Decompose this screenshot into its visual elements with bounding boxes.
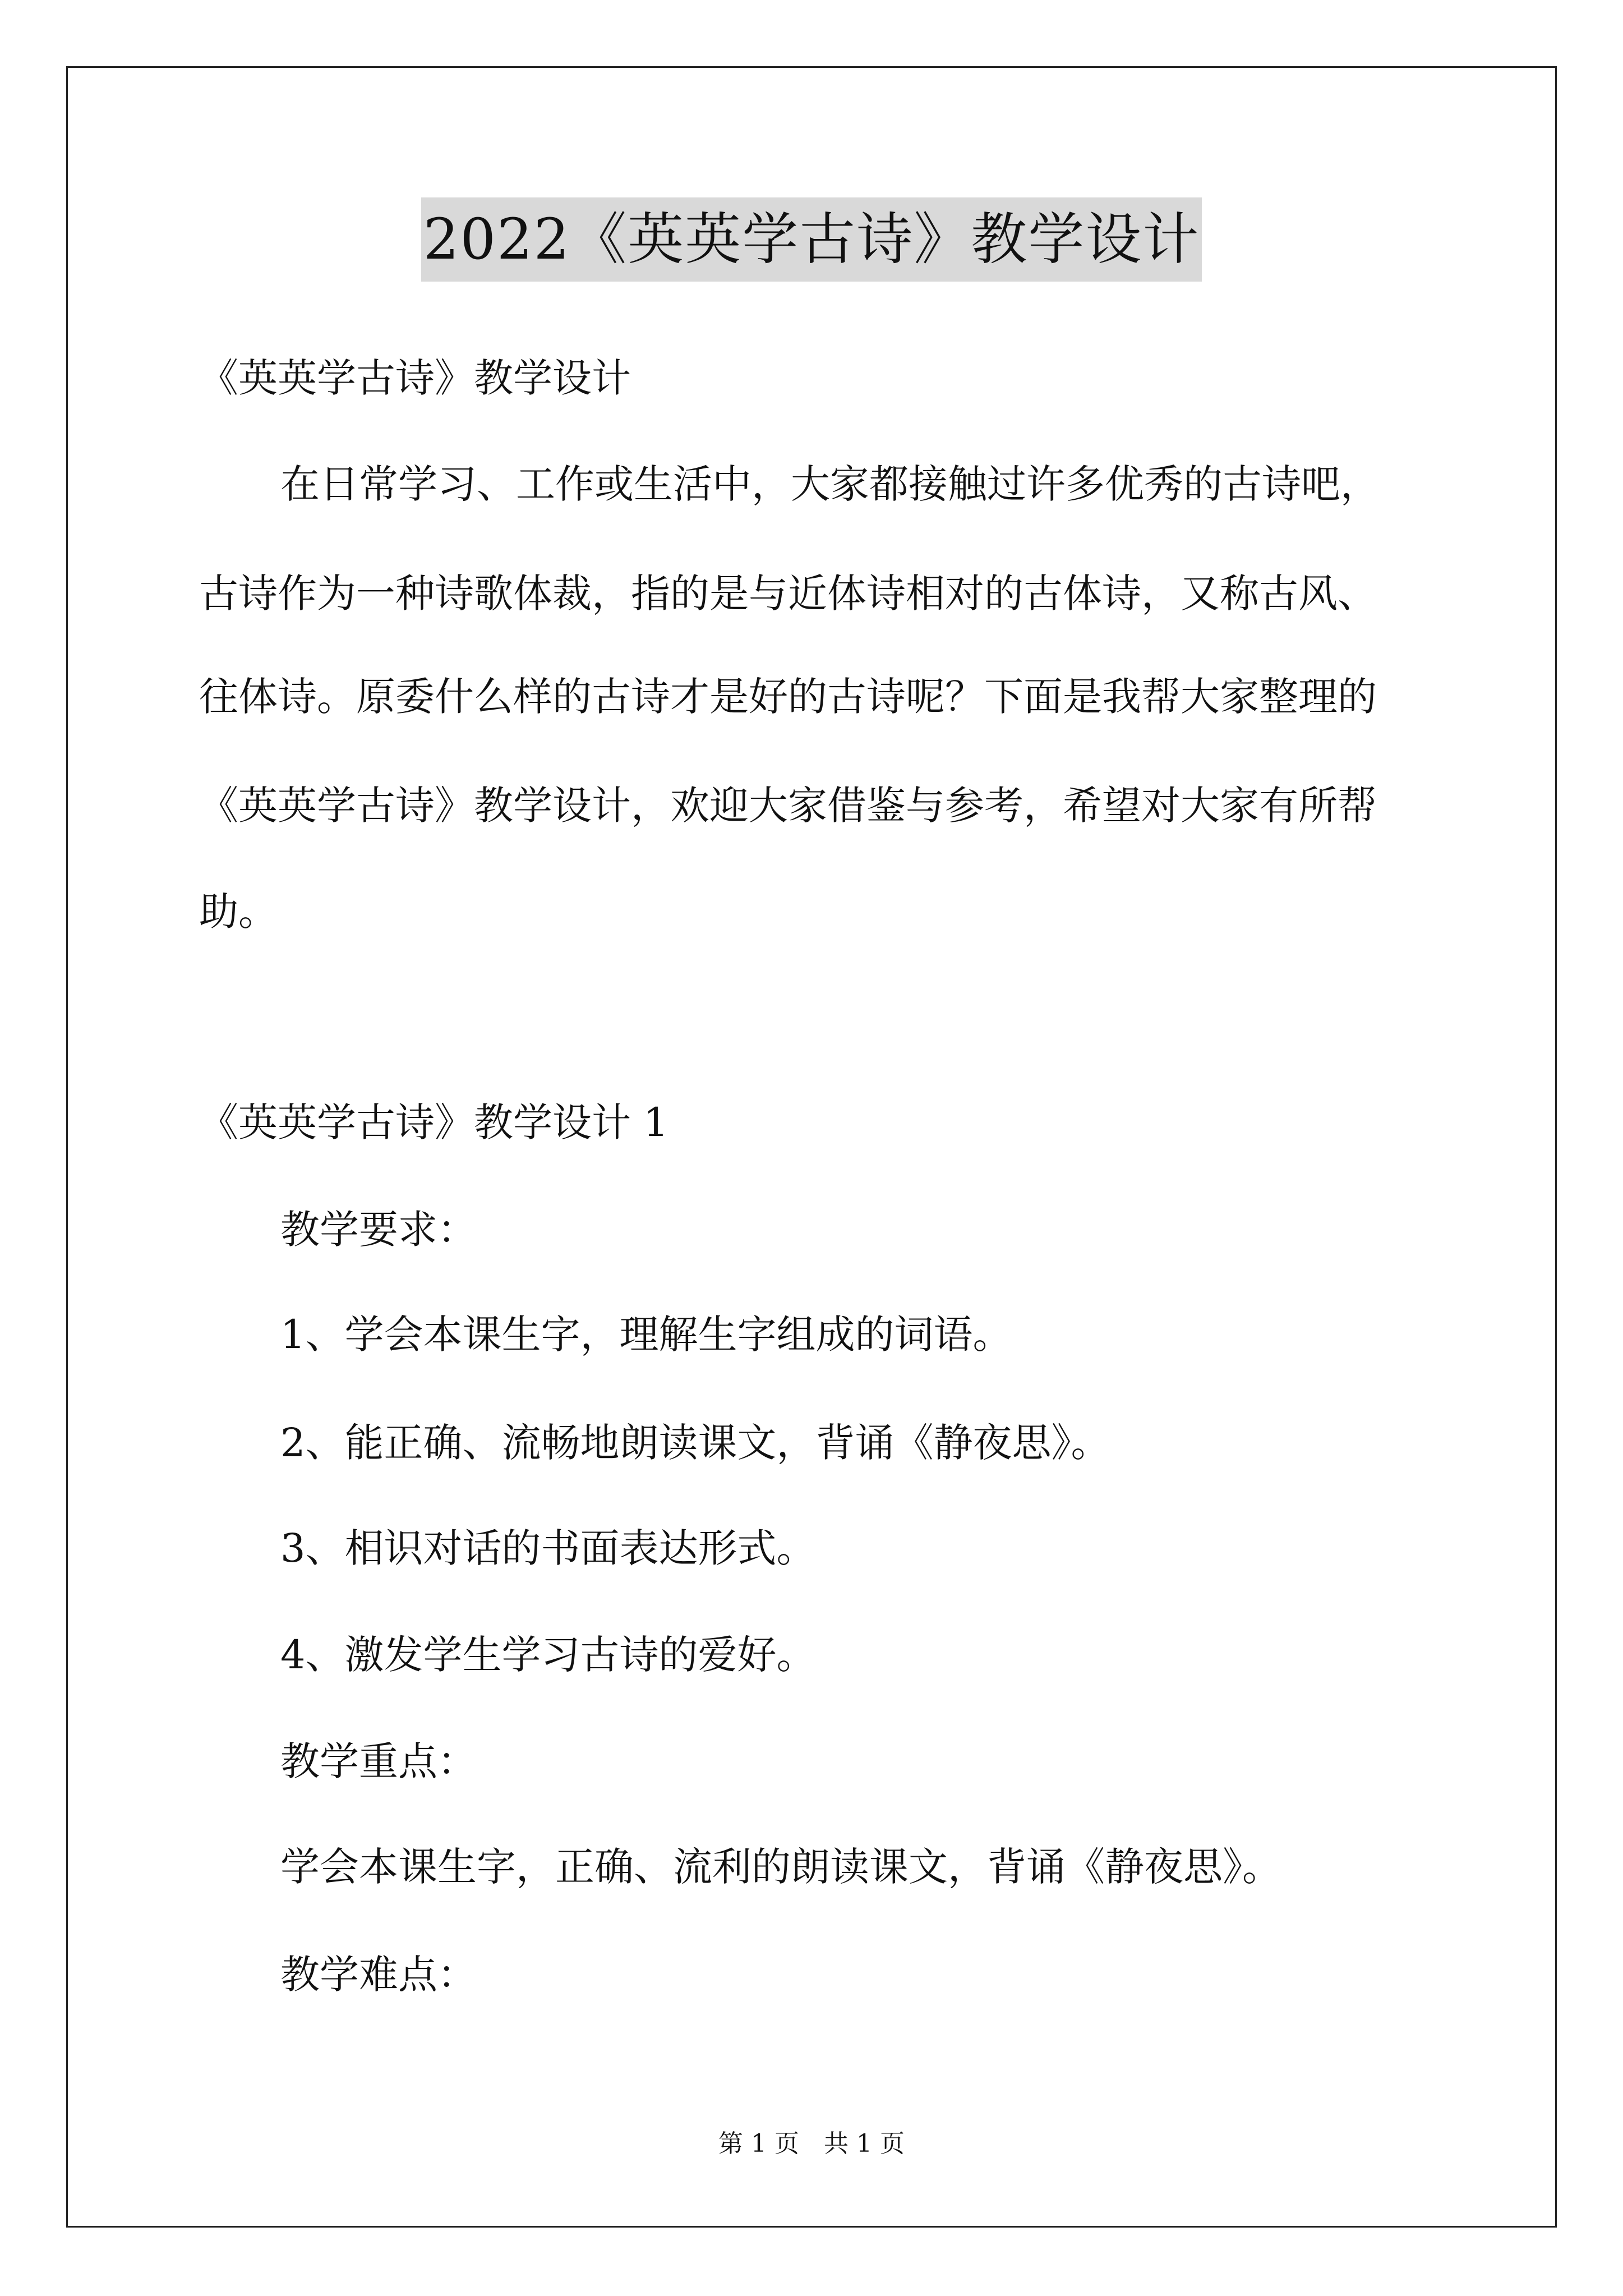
focus-text: 学会本课生字，正确、流利的朗读课文，背诵《静夜思》。: [280, 1844, 1281, 1890]
intro-line-1: 在日常学习、工作或生活中，大家都接触过许多优秀的古诗吧，: [280, 461, 1380, 507]
document-title: 2022《英英学古诗》教学设计: [421, 197, 1202, 282]
focus-label: 教学重点：: [280, 1738, 477, 1784]
requirements-label: 教学要求：: [280, 1207, 477, 1253]
intro-line-5: 助。: [199, 889, 278, 935]
title-container: [0, 197, 1623, 282]
intro-line-3: 往体诗。原委什么样的古诗才是好的古诗呢？下面是我帮大家整理的: [199, 674, 1377, 720]
requirement-item-3: 3、相识对话的书面表达形式。: [280, 1525, 816, 1571]
intro-line-4: 《英英学古诗》教学设计，欢迎大家借鉴与参考，希望对大家有所帮: [199, 783, 1377, 829]
requirement-item-4: 4、激发学生学习古诗的爱好。: [280, 1632, 816, 1678]
requirement-item-1: 1、学会本课生字，理解生字组成的词语。: [280, 1312, 1012, 1358]
requirement-item-2: 2、能正确、流畅地朗读课文，背诵《静夜思》。: [280, 1420, 1110, 1466]
section-heading: 《英英学古诗》教学设计 1: [199, 1099, 668, 1145]
difficulty-label: 教学难点：: [280, 1952, 477, 1998]
subtitle: 《英英学古诗》教学设计: [199, 355, 631, 401]
page-footer: 第 1 页 共 1 页: [718, 2129, 905, 2158]
intro-line-2: 古诗作为一种诗歌体裁，指的是与近体诗相对的古体诗，又称古风、: [199, 570, 1377, 616]
